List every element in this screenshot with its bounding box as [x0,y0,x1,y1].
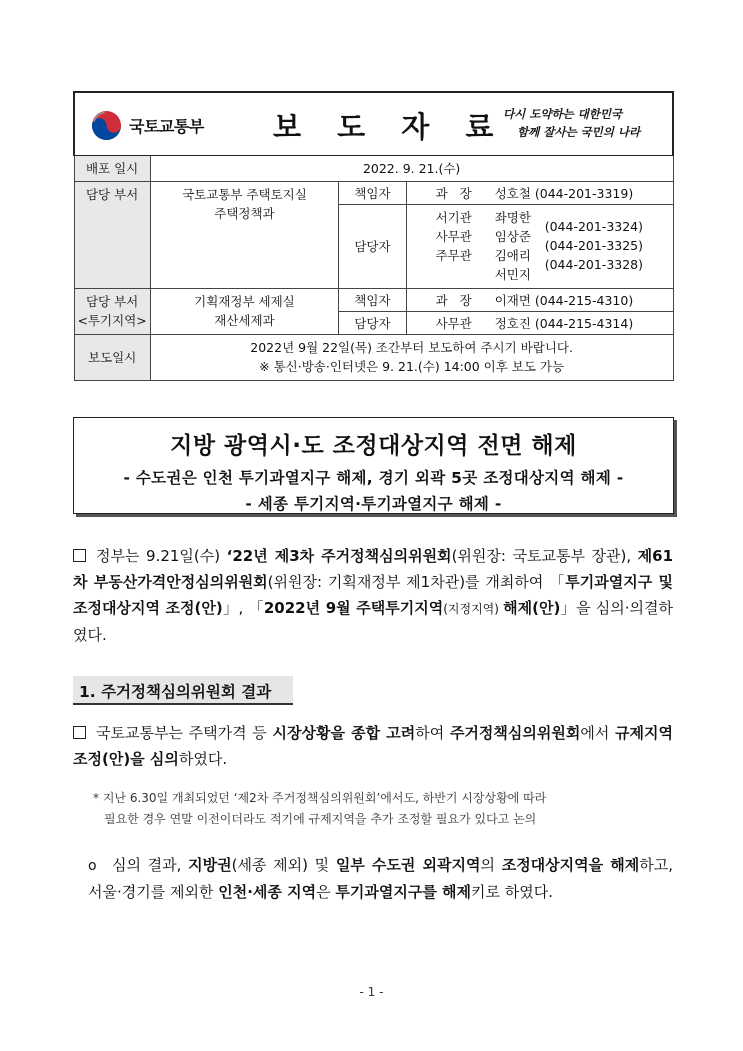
text-bold: 제61차 부동산가격안정심의위원회 [73,547,674,591]
embargo-label: 보도일시 [74,334,150,380]
dept2-name [150,288,338,334]
footnote [93,788,673,830]
text-bold: 조정대상지역을 해제 [501,856,640,874]
dept2-label [74,288,150,334]
dept1-label: 담당 부서 [74,181,150,288]
text-span: 하고, 서울·경기를 제외한 [88,856,674,901]
text-span: 의 [480,856,502,874]
text-bold: 해제(안) [503,599,561,617]
ministry-logo [91,110,204,141]
subheadline-2: - 세종 투기지역·투기과열지구 해제 - [245,495,502,513]
text-span: 국토교통부는 주택가격 등 [96,724,273,742]
dept2-label-line1: 담당 부서 [85,294,139,309]
dept2-label-line2: <투기지역> [77,313,147,328]
staff1-name: 서민지 [494,267,531,282]
paragraph-1 [73,543,673,648]
subheadline-1: - 수도권은 인천 투기과열지구 해제, 경기 외곽 5곳 조정대상지역 해제 - [123,469,624,487]
paragraph-2 [73,720,673,772]
ministry-name: 국토교통부 [129,117,204,136]
footnote-line2: 필요한 경우 연말 이전이더라도 적기에 규제지역을 추가 조정할 필요가 있다고 논의 [104,812,537,826]
staff1-phone: (044-201-3328) [544,257,644,272]
section-heading: 1. 주거정책심의위원회 결과 [73,676,293,705]
staff2-label: 담당자 [339,311,407,334]
text-bold: 시장상황을 종합 고려 [272,724,416,742]
taegeuk-emblem-icon [91,110,122,141]
text-span: 」, 「 [222,599,264,617]
text-bold: 주거정책심의위원회 [449,724,581,742]
staff1-name: 좌명한 [494,210,531,225]
text-span: (세종 제외) 및 [231,856,336,874]
text-bold: 일부 수도권 외곽지역 [335,856,481,874]
staff1-phone: (044-201-3324) [544,219,644,234]
embargo-line1: 2022년 9월 22일(목) 조간부터 보도하여 주시기 바랍니다. [250,340,573,355]
text-span: 하여 [415,724,450,742]
staff1-phone: (044-201-3325) [544,238,644,253]
staff2-name: 정호진 (044-215-4314) [494,315,634,331]
staff1-title [413,265,495,284]
text-span: 하였다. [178,750,228,768]
page-number: - 1 - [359,985,384,999]
headline: 지방 광역시·도 조정대상지역 전면 해제 [170,433,577,459]
resp1-title: 과 장 [435,185,472,201]
square-bullet-icon [73,549,86,562]
text-span: (위원장: 국토교통부 장관), [451,547,638,565]
dept2-name-line2: 재산세제과 [214,313,275,328]
staff1-name: 김애리 [494,248,531,263]
text-span: 」을 심의·의결하였다. [73,599,673,644]
text-bold: 투기과열지구 및 조정대상지역 조정(안) [73,573,674,617]
text-span: 은 [316,883,336,901]
staff1-title: 서기관 [435,210,472,225]
staff1-contacts [406,204,673,288]
text-bold: 2022년 9월 주택투기지역 [263,599,444,617]
resp2-contact [406,288,673,311]
staff1-label: 담당자 [339,204,407,288]
headline-box [73,417,674,514]
embargo-text [150,334,673,380]
dept1-name [150,181,338,288]
circle-bullet-icon: o [88,858,97,874]
slogan-line1: 다시 도약하는 대한민국 [503,107,623,121]
staff1-title: 주무관 [435,248,472,263]
dist-date-label: 배포 일시 [74,155,150,181]
staff2-contact [406,311,673,334]
text-bold: 지방권 [188,856,232,874]
slogan [503,105,663,141]
press-header [74,92,673,155]
text-bold: 투기과열지구를 해제 [335,883,472,901]
dist-date: 2022. 9. 21.(수) [150,155,673,181]
text-span: 에서 [580,724,616,742]
dept1-name-line1: 국토교통부 주택토지실 [182,186,307,202]
resp1-name: 성호철 (044-201-3319) [494,185,634,201]
staff1-title: 사무관 [435,229,472,244]
text-span: 정부는 9.21일(수) [96,547,227,565]
staff2-title: 사무관 [435,315,472,331]
square-bullet-icon [73,726,86,739]
resp2-name: 이재면 (044-215-4310) [494,292,634,308]
slogan-line2: 함께 잘사는 국민의 나라 [517,125,641,139]
text-bold: 인천·세종 지역 [218,883,317,901]
resp2-label: 책임자 [339,288,407,311]
resp2-title: 과 장 [435,292,472,308]
press-release-title: 보 도 자 료 [273,110,507,144]
embargo-line2: ※ 통신·방송·인터넷은 9. 21.(수) 14:00 이후 보도 가능 [259,359,565,374]
paragraph-3 [88,852,673,905]
dept1-name-line2: 주택정책과 [214,205,275,221]
text-span: (위원장: 기획재정부 제1차관)를 개최하여 「 [267,573,566,591]
resp1-contact [406,181,673,204]
staff1-name: 임상준 [494,229,531,244]
text-span: 심의 결과, [112,856,189,874]
text-span: (지정지역) [443,602,504,616]
text-span: 키로 하였다. [471,883,554,901]
text-bold: 규제지역 조정(안)을 심의 [73,724,674,768]
dept2-name-line1: 기획재정부 세제실 [194,294,295,309]
text-bold: ‘22년 제3차 주거정책심의위원회 [226,547,452,565]
footnote-line1: * 지난 6.30일 개최되었던 ‘제2차 주거정책심의위원회’에서도, 하반기 시장상황에 따라 [93,791,547,805]
press-info-table [73,91,674,381]
resp1-label: 책임자 [339,181,407,204]
